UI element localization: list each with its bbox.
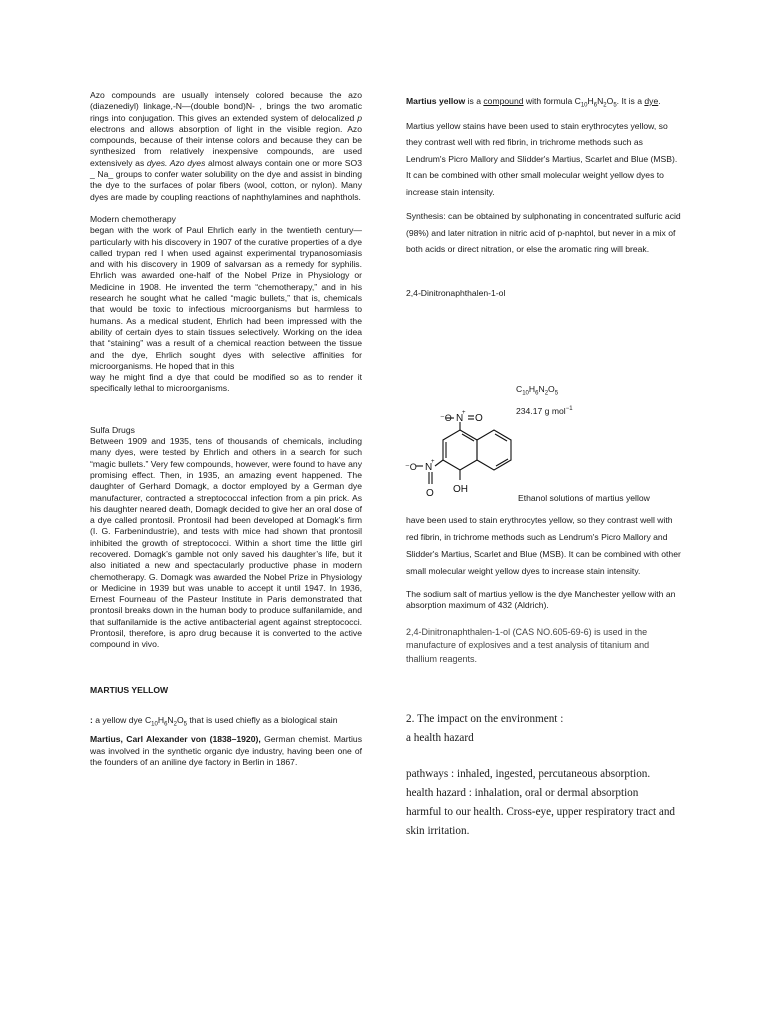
ethanol-rest: have been used to stain erythrocytes yellow, so they contrast well with red fibrin, in trichrome methods such as Lendrum's Picro Mallory and Slidder's Martius, Scarlet and Blue (MSB). It can be combined with other small molecular weight yellow dyes to increase stain intensity. <box>406 515 681 576</box>
intro-end: . <box>658 96 661 106</box>
ring-a <box>443 430 477 470</box>
molar-mass-value: 234.17 g mol <box>516 406 566 416</box>
sub: 10 <box>580 102 588 109</box>
synthesis-paragraph: Synthesis: can be obtained by sulphonating in concentrated sulfuric acid (98%) and later nitration in nitric acid of p-naphtol, but never in a mix of both acids or direct nitration, or else the aromatic ring will break. <box>406 211 681 254</box>
bio-paragraph <box>90 734 362 768</box>
chemo-heading: Modern chemotherapy <box>90 213 176 224</box>
elem: O <box>606 96 614 106</box>
definition-post: that is used chiefly as a biological stain <box>187 714 338 725</box>
health-hazard-line: health hazard : inhalation, oral or dermal absorption <box>406 787 639 800</box>
oh-label: OH <box>453 484 468 495</box>
compound-link[interactable]: compound <box>483 96 524 106</box>
definition-pre: a yellow dye C <box>92 714 152 725</box>
ethanol-first-line: Ethanol solutions of martius yellow <box>518 493 650 503</box>
sub: 2 <box>603 102 607 109</box>
nitro-o-label-left: O <box>426 488 434 499</box>
sub: 5 <box>183 721 187 728</box>
o-minus-label-left: ⁻O <box>405 462 417 472</box>
intro-mid: with formula C <box>523 96 581 106</box>
impact-subheading: a health hazard <box>406 732 474 745</box>
health-hazard-detail: harmful to our health. Cross-eye, upper respiratory tract and skin irritation. <box>406 806 676 838</box>
compound-name: 2,4-Dinitronaphthalen-1-ol <box>406 287 506 298</box>
sulfa-heading: Sulfa Drugs <box>90 424 135 435</box>
stains-paragraph: Martius yellow stains have been used to stain erythrocytes yellow, so they contrast well with red fibrin, in trichrome methods such as Lendrum's Picro Mallory and Slidder's Martius, Scarlet and Blue (MSB). It can be combined with other small molecular weight yellow dyes to increase stain intensity. <box>406 120 678 197</box>
azo-text-2: p <box>357 112 362 123</box>
sulfa-body: Between 1909 and 1935, tens of thousands of chemicals, including many dyes, were tested by Ehrlich and others in a search for such “magic bullets.” Very few compounds, however, were found to have any promising effect. Then, in 1935, an amazing event happened. The daughter of Gerhard Domagk, a doctor employed by a German dye manufacturer, contracted a streptococcal infection from a pin prick. As his daughter neared death, Domagk decided to give her an oral dose of a dye called prontosil. Prontosil had been developed at Domagk’s firm (I. G. Farbenindustrie), and tests with mice had shown that prontosil inhibited the growth of streptococci. Within a short time the little girl recovered. Domagk’s gamble not only saved his daughter’s life, but it also initiated a new and spectacularly productive phase in modern chemotherapy. G. Domagk was awarded the Nobel Prize in Physiology or Medicine in 1939 but was unable to accept it until 1947. In 1936, Ernest Fourneau of the Pasteur Institute in Paris demonstrated that prontosil breaks down in the human body to produce sulfanilamide, and that sulfanilamide is the active antibacterial agent against streptococci. Prontosil, therefore, is apro drug because it is converted to the active compound in vivo. <box>90 436 362 650</box>
intro-pre: is a <box>465 96 484 106</box>
sub: 10 <box>151 721 158 728</box>
sub: 2 <box>173 721 177 728</box>
right-column <box>406 93 682 299</box>
elem: H <box>587 96 594 106</box>
martius-heading <box>90 685 362 696</box>
azo-text-4: dyes. Azo dyes <box>146 157 206 168</box>
double-bond <box>495 434 507 441</box>
sub: 10 <box>522 390 529 397</box>
intro-bold: Martius yellow <box>406 96 466 106</box>
bio-text: German chemist. Martius was involved in the synthetic organic dye industry, having been one of the founders of an aniline dye factory in Berlin in 1867. <box>90 734 363 768</box>
intro-paragraph <box>406 93 682 110</box>
azo-text-1: Azo compounds are usually intensely colored because the azo (diazenediyl) linkage,-N—(double bond)N- , brings the two aromatic rings into conjugation. This gives an extended system of delocalized <box>90 90 362 123</box>
ring-b <box>477 430 511 470</box>
elem: N <box>597 96 604 106</box>
molar-mass <box>516 406 573 416</box>
martius-heading-text: MARTIUS YELLOW <box>90 684 169 695</box>
chemo-tail: way he might find a dye that could be modified so as to render it specifically lethal to microorganisms. <box>90 372 362 394</box>
sodium-salt-paragraph: The sodium salt of martius yellow is the dye Manchester yellow with an absorption maximum of 432 (Aldrich). <box>406 589 676 611</box>
azo-text-3: electrons and allows absorption of light in the visible region. Azo compounds, because of their intense colors and because they can be synthesized from relatively inexpensive compounds, are used extensively as <box>90 123 362 168</box>
definition <box>90 712 362 729</box>
elem: H <box>528 384 536 394</box>
elem: N <box>538 384 545 394</box>
nitro-o-label: O <box>475 413 483 424</box>
right-column-lower <box>406 512 682 841</box>
molar-mass-unit-sup: −1 <box>565 406 573 413</box>
elem: N <box>167 714 174 725</box>
azo-paragraph <box>90 90 362 203</box>
nitro-n-label-left: N <box>425 462 433 473</box>
sub: 5 <box>613 102 617 109</box>
dye-link[interactable]: dye <box>644 96 659 106</box>
sub: 6 <box>164 721 168 728</box>
plus-charge-left: + <box>431 459 435 465</box>
impact-heading: 2. The impact on the environment : <box>406 713 564 726</box>
sub: 6 <box>593 102 598 109</box>
azo-text-5: almost always contain one or more SO3 _ Na_ groups to confer water solubility on the dye and assist in binding the dye to the surfaces of polar fibers (wool, cotton, or nylon). Many dyes are made by coupling reactions of naphthylamines and naphthols. <box>90 157 362 202</box>
plus-charge: + <box>462 410 466 416</box>
sub: 2 <box>544 390 549 397</box>
structure-diagram <box>402 404 517 500</box>
o-minus-label: ⁻O <box>440 413 452 423</box>
elem: H <box>157 714 165 725</box>
sub: 6 <box>535 390 539 397</box>
elem: O <box>176 714 184 725</box>
left-column <box>90 90 362 768</box>
elem: C <box>516 384 523 394</box>
chemo-body: began with the work of Paul Ehrlich early in the twentieth century—particularly with his discovery in 1907 of the curative properties of a dye called trypan red I when used against experimental trypanosomiasis and with his discovery in 1909 of salvarsan as a remedy for syphilis. Ehrlich was awarded one-half of the Nobel Prize in Physiology or Medicine in 1908. He invented the term “chemotherapy,” and in his research he sought what he called “magic bullets,” that is, chemicals that would be toxic to infectious microorganisms but harmless to humans. As a medical student, Ehrlich had been impressed with the ability of certain dyes to stain tissues selectively. Working on the idea that “staining” was a result of a chemical reaction between the tissue and the dye, Ehrlich sought dyes with selective affinities for microorganisms. He hoped that in this <box>90 225 362 371</box>
bond-left-nitro <box>435 460 443 466</box>
pathways-line: pathways : inhaled, ingested, percutaneous absorption. <box>406 768 651 781</box>
intro-post: . It is a <box>616 96 645 106</box>
sub: 5 <box>554 390 559 397</box>
molecular-formula <box>516 384 559 397</box>
elem: O <box>548 384 555 394</box>
nitro-n-label: N <box>456 413 464 424</box>
definition-colon: : <box>90 714 93 725</box>
cas-paragraph: 2,4-Dinitronaphthalen-1-ol (CAS NO.605-69-6) is used in the manufacture of explosives and a test analysis of titanium and thallium reagents. <box>406 626 650 664</box>
bio-name: Martius, Carl Alexander von (1838–1920), <box>90 734 261 745</box>
